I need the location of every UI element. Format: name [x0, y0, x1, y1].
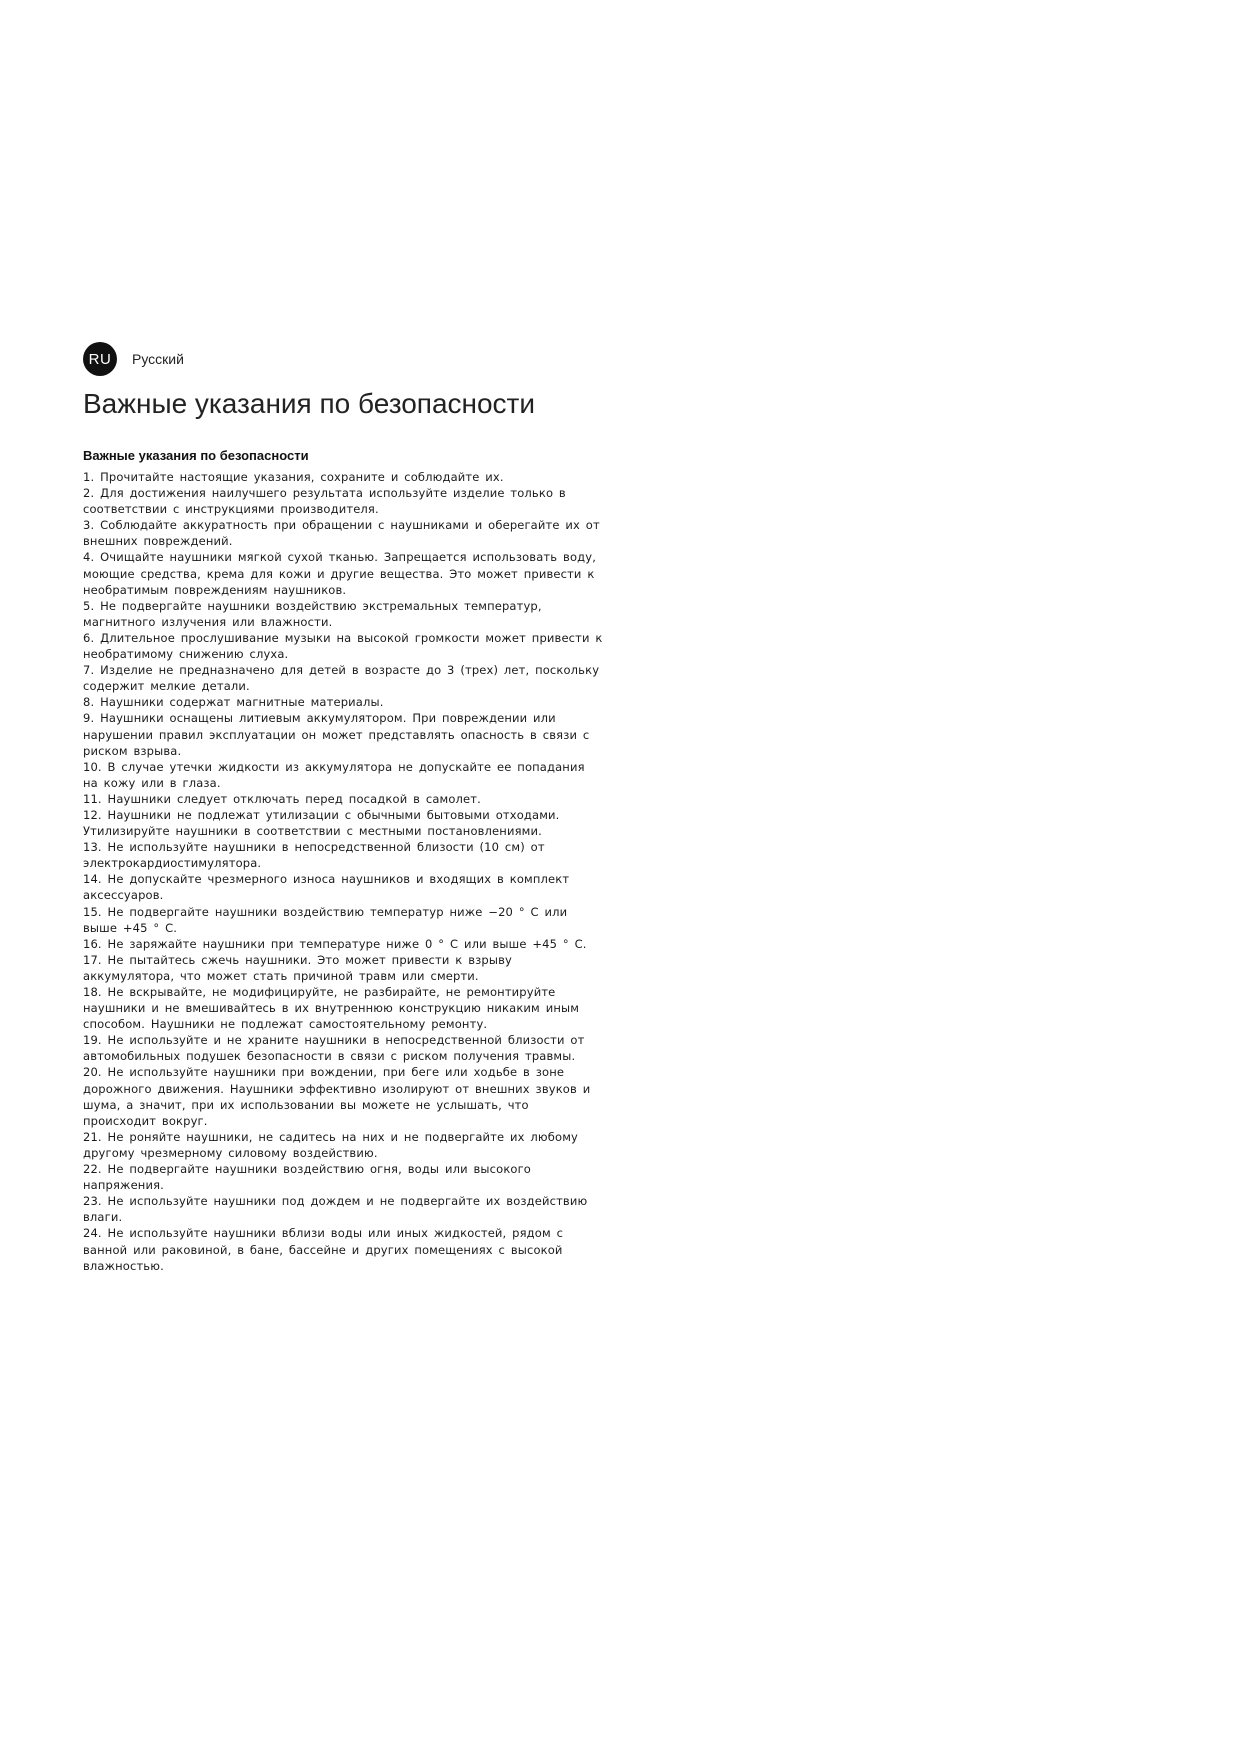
- list-item: 12. Наушники не подлежат утилизации с обычными бытовыми отходами. Утилизируйте наушники в соответствии с местными постановлениями.: [83, 807, 560, 839]
- list-item: 15. Не подвергайте наушники воздействию температур ниже −20 ° C или выше +45 ° C.: [83, 904, 568, 935]
- list-item: 19. Не используйте и не храните наушники в непосредственной близости от автомобильных подушек безопасности в связи с риском получения травмы.: [83, 1033, 585, 1064]
- list-item: 5. Не подвергайте наушники воздействию экстремальных температур, магнитного излучения или влажности.: [83, 598, 542, 629]
- list-item: 18. Не вскрывайте, не модифицируйте, не разбирайте, не ремонтируйте наушники и не вмешивайтесь в их внутреннюю конструкцию никаким иным способом. Наушники не подлежат самостоятельному ремонту.: [83, 985, 580, 1032]
- list-item: 22. Не подвергайте наушники воздействию огня, воды или высокого напряжения.: [83, 1162, 531, 1193]
- list-item: 6. Длительное прослушивание музыки на высокой громкости может привести к необратимому снижению слуха.: [83, 630, 603, 662]
- list-item: 11. Наушники следует отключать перед посадкой в самолет.: [83, 791, 481, 806]
- list-item: 13. Не используйте наушники в непосредственной близости (10 см) от электрокардиостимулятора.: [83, 840, 545, 871]
- list-item: 7. Изделие не предназначено для детей в возрасте до 3 (трех) лет, поскольку содержит мелкие детали.: [83, 663, 600, 694]
- list-item: 2. Для достижения наилучшего результата используйте изделие только в соответствии с инструкциями производителя.: [83, 486, 566, 517]
- list-item: 4. Очищайте наушники мягкой сухой тканью. Запрещается использовать воду, моющие средства, крема для кожи и другие вещества. Это может привести к необратимым повреждениям наушников.: [83, 550, 596, 597]
- language-name: Русский: [132, 351, 184, 367]
- list-item: 1. Прочитайте настоящие указания, сохраните и соблюдайте их.: [83, 470, 504, 484]
- list-item: 21. Не роняйте наушники, не садитесь на них и не подвергайте их любому другому чрезмерному силовому воздействию.: [83, 1129, 578, 1160]
- list-item: 20. Не используйте наушники при вождении, при беге или ходьбе в зоне дорожного движения. Наушники эффективно изолируют от внешних звуков и шума, а значит, при их использовании вы можете не услышать, что происходит вокруг.: [83, 1065, 591, 1128]
- list-item: 9. Наушники оснащены литиевым аккумулятором. При повреждении или нарушении правил эксплуатации он может представлять опасность в связи с риском взрыва.: [83, 711, 590, 758]
- page-title: Важные указания по безопасности: [83, 388, 536, 419]
- list-item: 16. Не заряжайте наушники при температуре ниже 0 ° C или выше +45 ° C.: [83, 936, 587, 951]
- safety-list: [83, 469, 603, 1274]
- list-item: 23. Не используйте наушники под дождем и не подвергайте их воздействию влаги.: [83, 1194, 588, 1225]
- language-indicator: [83, 341, 184, 377]
- list-item: 8. Наушники содержат магнитные материалы.: [83, 695, 384, 710]
- list-item: 10. В случае утечки жидкости из аккумулятора не допускайте ее попадания на кожу или в глаза.: [83, 759, 585, 790]
- safety-section: [83, 447, 603, 1274]
- list-item: 24. Не используйте наушники вблизи воды или иных жидкостей, рядом с ванной или раковиной, в бане, бассейне и других помещениях с высокой влажностью.: [83, 1226, 564, 1273]
- list-item: 14. Не допускайте чрезмерного износа наушников и входящих в комплект аксессуаров.: [83, 872, 570, 903]
- list-item: 17. Не пытайтесь сжечь наушники. Это может привести к взрыву аккумулятора, что может стать причиной травм или смерти.: [83, 952, 512, 983]
- language-badge: RU: [83, 342, 117, 376]
- list-item: 3. Соблюдайте аккуратность при обращении с наушниками и оберегайте их от внешних повреждений.: [83, 518, 600, 549]
- section-heading: Важные указания по безопасности: [83, 448, 309, 463]
